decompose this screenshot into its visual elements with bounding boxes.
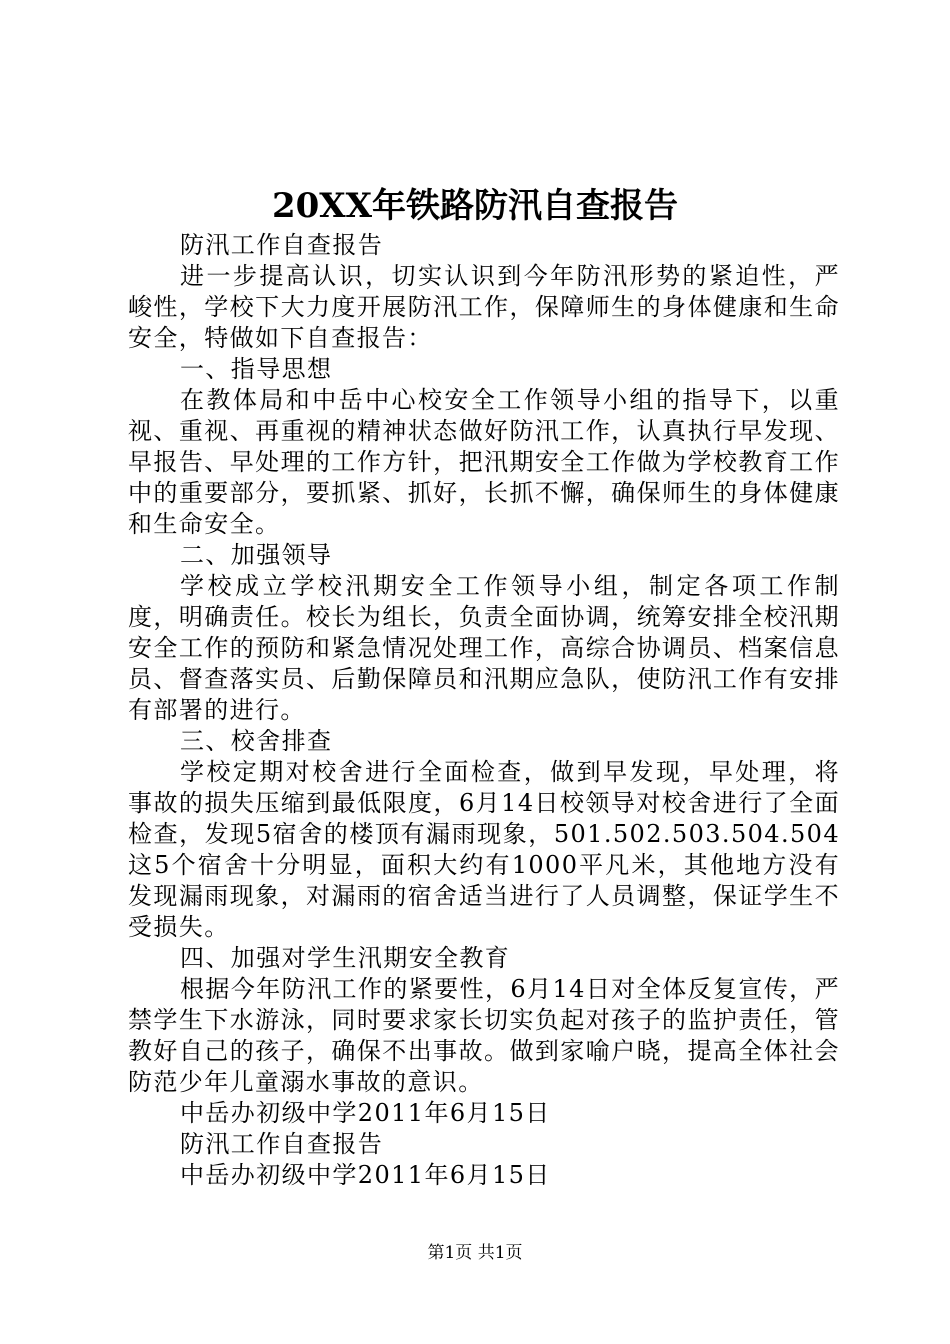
section-heading-2: 二、加强领导 bbox=[180, 541, 333, 569]
document-title: 20XX年铁路防汛自查报告 bbox=[271, 186, 679, 226]
section-heading-3: 三、校舍排查 bbox=[180, 727, 333, 755]
signature-line: 中岳办初级中学2011年6月15日 bbox=[180, 1099, 551, 1127]
paragraph-intro: 进一步提高认识，切实认识到今年防汛形势的紧迫性，严峻性，学校下大力度开展防汛工作，保障师生的身体健康和生命安全，特做如下自查报告： bbox=[128, 262, 840, 352]
page-footer: 第1页 共1页 bbox=[427, 1243, 523, 1263]
paragraph-section-3: 学校定期对校舍进行全面检查，做到早发现，早处理，将事故的损失压缩到最低限度，6月14日校领导对校舍进行了全面检查，发现5宿舍的楼顶有漏雨现象，501.502.503.504.504这5个宿舍十分明显，面积大约有1000平凡米，其他地方没有发现漏雨现象，对漏雨的宿舍适当进行了人员调整，保证学生不受损失。 bbox=[128, 758, 840, 941]
paragraph-repeat-title: 防汛工作自查报告 bbox=[180, 1130, 384, 1158]
paragraph-section-2: 学校成立学校汛期安全工作领导小组，制定各项工作制度，明确责任。校长为组长，负责全面协调，统筹安排全校汛期安全工作的预防和紧急情况处理工作，高综合协调员、档案信息员、督查落实员、后勤保障员和汛期应急队，使防汛工作有安排有部署的进行。 bbox=[128, 572, 840, 724]
section-heading-1: 一、指导思想 bbox=[180, 355, 333, 383]
signature-line-repeat: 中岳办初级中学2011年6月15日 bbox=[180, 1161, 551, 1189]
paragraph-subtitle: 防汛工作自查报告 bbox=[180, 231, 384, 259]
paragraph-section-1: 在教体局和中岳中心校安全工作领导小组的指导下，以重视、重视、再重视的精神状态做好防汛工作，认真执行早发现、早报告、早处理的工作方针，把汛期安全工作做为学校教育工作中的重要部分，要抓紧、抓好，长抓不懈，确保师生的身体健康和生命安全。 bbox=[128, 386, 840, 538]
section-heading-4: 四、加强对学生汛期安全教育 bbox=[180, 944, 511, 972]
document-body bbox=[128, 230, 840, 1191]
paragraph-section-4: 根据今年防汛工作的紧要性，6月14日对全体反复宣传，严禁学生下水游泳，同时要求家长切实负起对孩子的监护责任，管教好自己的孩子，确保不出事故。做到家喻户晓，提高全体社会防范少年儿童溺水事故的意识。 bbox=[128, 975, 840, 1096]
